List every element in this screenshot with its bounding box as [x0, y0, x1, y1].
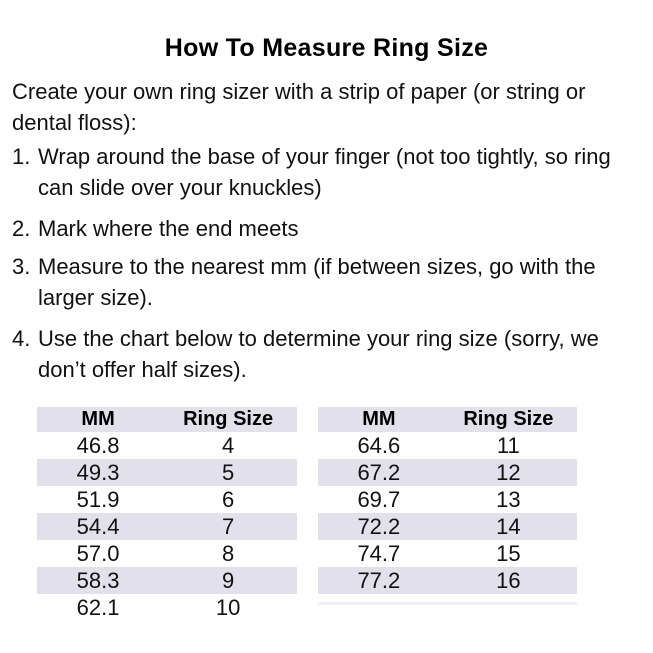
cell-mm: 49.3 — [76, 459, 120, 485]
cell-mm: 77.2 — [357, 567, 401, 593]
cell-mm: 62.1 — [76, 594, 120, 620]
step-4-text: Use the chart below to determine your ring size (sorry, we don’t offer half sizes). — [38, 326, 599, 382]
step-1-text: Wrap around the base of your finger (not too tightly, so ring can slide over your knuckles) — [38, 144, 611, 200]
table-row — [37, 432, 297, 459]
column-header-mm: MM — [81, 408, 115, 430]
cell-ring-size: 12 — [496, 459, 521, 485]
cell-ring-size: 6 — [221, 486, 235, 512]
step-2 — [12, 213, 628, 244]
table-row — [37, 567, 297, 594]
cell-ring-size: 15 — [496, 540, 521, 566]
table-row — [318, 567, 577, 594]
table-row — [318, 486, 577, 513]
cell-mm: 64.6 — [357, 432, 401, 458]
step-4 — [12, 323, 628, 385]
cell-ring-size: 8 — [221, 540, 235, 566]
cell-mm: 51.9 — [76, 486, 120, 512]
table-row — [37, 459, 297, 486]
step-4-number: 4. — [12, 326, 31, 351]
cell-mm: 57.0 — [76, 540, 120, 566]
table-header-row — [37, 407, 297, 432]
ring-size-table-left — [37, 407, 297, 621]
cell-ring-size: 14 — [496, 513, 521, 539]
step-3-text: Measure to the nearest mm (if between sizes, go with the larger size). — [38, 254, 596, 310]
table-header-row — [318, 407, 577, 432]
cell-ring-size: 7 — [221, 513, 235, 539]
step-2-text: Mark where the end meets — [38, 216, 299, 241]
cell-mm: 67.2 — [357, 459, 401, 485]
intro-text: Create your own ring sizer with a strip of paper (or string or dental floss): — [12, 79, 586, 135]
step-1-number: 1. — [12, 144, 31, 169]
cell-ring-size: 4 — [221, 432, 235, 458]
step-3-number: 3. — [12, 254, 31, 279]
table-row — [318, 540, 577, 567]
table-row — [318, 513, 577, 540]
cell-mm: 58.3 — [76, 567, 120, 593]
step-1 — [12, 141, 628, 203]
table-row — [37, 513, 297, 540]
column-header-ring-size: Ring Size — [463, 408, 554, 430]
step-2-number: 2. — [12, 216, 31, 241]
cell-mm: 74.7 — [357, 540, 401, 566]
cell-ring-size: 10 — [215, 594, 241, 620]
cell-ring-size: 13 — [496, 486, 521, 512]
table-row — [318, 432, 577, 459]
cell-mm: 72.2 — [357, 513, 401, 539]
table-row — [37, 486, 297, 513]
column-header-mm: MM — [362, 408, 396, 430]
cell-ring-size: 16 — [496, 567, 521, 593]
table-row — [37, 594, 297, 621]
column-header-ring-size: Ring Size — [183, 408, 274, 430]
table-row — [37, 540, 297, 567]
step-3 — [12, 251, 628, 313]
cell-ring-size: 11 — [496, 432, 520, 458]
ring-size-table-right — [318, 407, 577, 594]
table-bottom-edge-line — [318, 602, 577, 605]
cell-ring-size: 5 — [221, 459, 235, 485]
cell-mm: 54.4 — [76, 513, 120, 539]
cell-mm: 69.7 — [357, 486, 401, 512]
cell-ring-size: 9 — [221, 567, 235, 593]
table-row — [318, 459, 577, 486]
page-title: How To Measure Ring Size — [164, 34, 489, 62]
cell-mm: 46.8 — [76, 432, 120, 458]
